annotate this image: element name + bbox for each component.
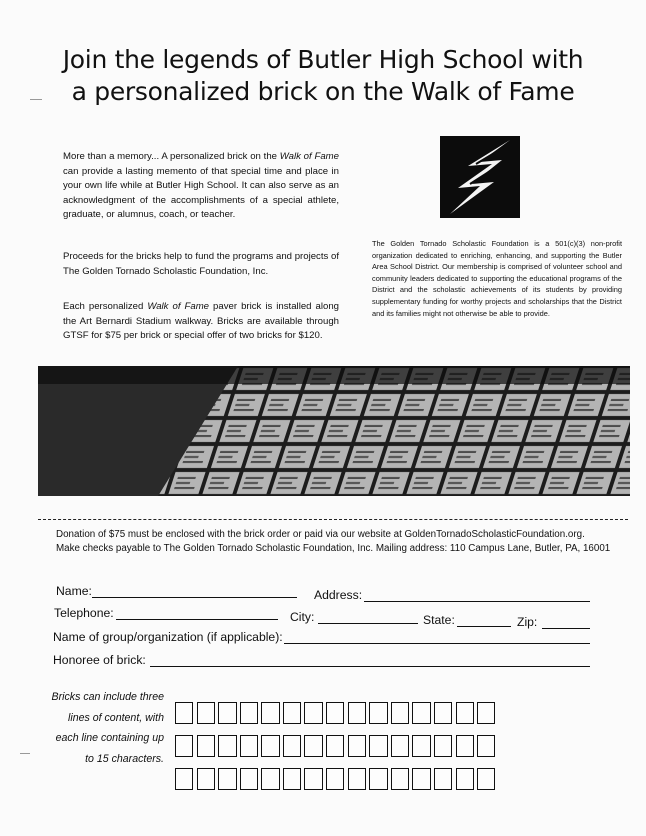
character-box[interactable] bbox=[412, 768, 430, 790]
character-box[interactable] bbox=[434, 768, 452, 790]
character-box[interactable] bbox=[197, 735, 215, 757]
brick-character-grid bbox=[175, 702, 499, 801]
character-box[interactable] bbox=[369, 735, 387, 757]
walk-of-fame-emphasis: Walk of Fame bbox=[279, 151, 339, 162]
character-box[interactable] bbox=[261, 768, 279, 790]
state-field[interactable] bbox=[457, 626, 511, 627]
character-box[interactable] bbox=[197, 702, 215, 724]
character-box[interactable] bbox=[283, 768, 301, 790]
character-box[interactable] bbox=[391, 768, 409, 790]
character-box[interactable] bbox=[240, 702, 258, 724]
character-box[interactable] bbox=[348, 735, 366, 757]
brick-line-1 bbox=[175, 702, 499, 724]
brick-line-2 bbox=[175, 735, 499, 757]
foundation-description: The Golden Tornado Scholastic Foundation is a 501(c)(3) non-profit organization dedicated to enriching, enhancing, and supporting the Butler Area School District. Our membership is comprised of volunteer school and community leaders dedicated to supporting the educational programs of the District and the scholastic achievements of its students by providing supplementary funding for worthy projects and scholarships that the District and its families might not otherwise be able to provide. bbox=[372, 239, 622, 318]
character-box[interactable] bbox=[434, 702, 452, 724]
intro-paragraph-2: Proceeds for the bricks help to fund the programs and projects of The Golden Tornado Scholastic Foundation, Inc. bbox=[63, 251, 339, 277]
edge-mark bbox=[20, 753, 30, 754]
telephone-field[interactable] bbox=[116, 619, 278, 620]
character-box[interactable] bbox=[304, 702, 322, 724]
intro-paragraph-3: Each personalized Walk of Fame paver brick is installed along the Art Bernardi Stadium walkway. Bricks are available through GTSF for $75 per brick or special offer of two bricks for $120. bbox=[63, 301, 339, 341]
city-field[interactable] bbox=[318, 623, 418, 624]
character-box[interactable] bbox=[283, 702, 301, 724]
character-box[interactable] bbox=[348, 702, 366, 724]
character-box[interactable] bbox=[197, 768, 215, 790]
character-box[interactable] bbox=[175, 768, 193, 790]
character-box[interactable] bbox=[175, 735, 193, 757]
honoree-label: Honoree of brick: bbox=[53, 653, 146, 667]
character-box[interactable] bbox=[326, 735, 344, 757]
character-box[interactable] bbox=[326, 768, 344, 790]
intro-paragraph-1: More than a memory... A personalized brick on the Walk of Fame can provide a lasting memento of that special time and place in your own life while at Butler High School. It can also serve as an acknowledgment of the accomplishments of a special athlete, graduate, or alumnus, coach, or teacher. bbox=[63, 151, 339, 220]
character-box[interactable] bbox=[218, 702, 236, 724]
group-label: Name of group/organization (if applicable): bbox=[53, 630, 283, 644]
order-note bbox=[56, 528, 636, 556]
name-label: Name: bbox=[56, 584, 92, 598]
address-field[interactable] bbox=[364, 601, 590, 602]
zip-label: Zip: bbox=[517, 615, 538, 629]
honoree-field[interactable] bbox=[150, 666, 590, 667]
city-label: City: bbox=[290, 610, 315, 624]
cut-line bbox=[38, 519, 628, 520]
telephone-label: Telephone: bbox=[54, 606, 114, 620]
character-box[interactable] bbox=[304, 768, 322, 790]
character-box[interactable] bbox=[412, 702, 430, 724]
character-box[interactable] bbox=[412, 735, 430, 757]
character-box[interactable] bbox=[304, 735, 322, 757]
character-box[interactable] bbox=[456, 702, 474, 724]
character-box[interactable] bbox=[283, 735, 301, 757]
brick-walkway-photo bbox=[38, 366, 630, 496]
group-field[interactable] bbox=[284, 643, 590, 644]
edge-mark bbox=[30, 99, 42, 100]
character-box[interactable] bbox=[240, 768, 258, 790]
character-box[interactable] bbox=[218, 735, 236, 757]
character-box[interactable] bbox=[456, 735, 474, 757]
character-box[interactable] bbox=[477, 735, 495, 757]
character-box[interactable] bbox=[218, 768, 236, 790]
tornado-logo-icon bbox=[440, 136, 520, 218]
brick-instructions: Bricks can include three lines of content, with each line containing up to 15 characters. bbox=[51, 691, 164, 765]
brick-line-3 bbox=[175, 768, 499, 790]
title-line-1: Join the legends of Butler High School with bbox=[62, 45, 584, 74]
character-box[interactable] bbox=[240, 735, 258, 757]
name-field[interactable] bbox=[92, 597, 297, 598]
character-box[interactable] bbox=[369, 702, 387, 724]
character-box[interactable] bbox=[261, 735, 279, 757]
page-title bbox=[40, 44, 606, 108]
mailing-note: Make checks payable to The Golden Tornado Scholastic Foundation, Inc. Mailing address: 110 Campus Lane, Butler, PA, 16001 bbox=[56, 543, 611, 554]
state-label: State: bbox=[423, 613, 455, 627]
character-box[interactable] bbox=[391, 735, 409, 757]
character-box[interactable] bbox=[348, 768, 366, 790]
character-box[interactable] bbox=[456, 768, 474, 790]
character-box[interactable] bbox=[261, 702, 279, 724]
character-box[interactable] bbox=[477, 702, 495, 724]
character-box[interactable] bbox=[391, 702, 409, 724]
character-box[interactable] bbox=[369, 768, 387, 790]
character-box[interactable] bbox=[477, 768, 495, 790]
character-box[interactable] bbox=[326, 702, 344, 724]
title-line-2: a personalized brick on the Walk of Fame bbox=[71, 77, 575, 106]
character-box[interactable] bbox=[175, 702, 193, 724]
donation-note: Donation of $75 must be enclosed with the brick order or paid via our website at GoldenTornadoScholasticFoundation.org. bbox=[56, 529, 585, 540]
zip-field[interactable] bbox=[542, 628, 590, 629]
walk-of-fame-emphasis: Walk of Fame bbox=[147, 301, 210, 312]
address-label: Address: bbox=[314, 588, 363, 602]
character-box[interactable] bbox=[434, 735, 452, 757]
